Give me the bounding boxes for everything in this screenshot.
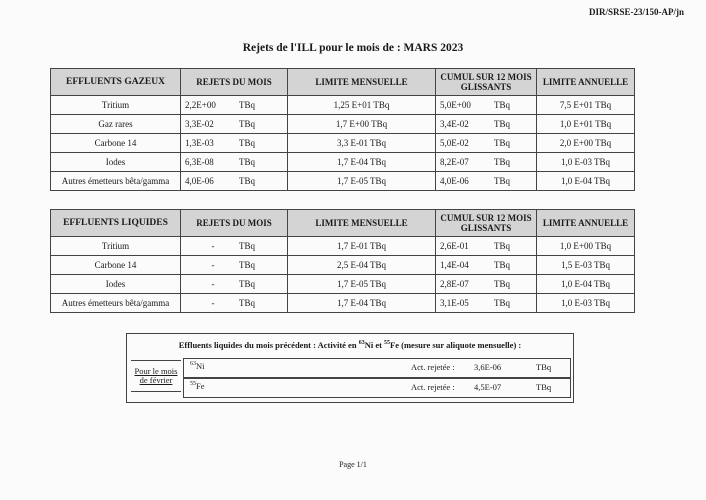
cumul-cell: 5,0E-02 TBq — [436, 134, 537, 153]
gas-header-limite-annuelle: LIMITE ANNUELLE — [537, 69, 635, 96]
rejet-cell: 1,3E-03 TBq — [181, 134, 288, 153]
rejet-cell: - TBq — [181, 237, 288, 256]
limite-annuelle-cell: 1,5 E-03 TBq — [537, 256, 635, 275]
gas-header-rejets: REJETS DU MOIS — [181, 69, 288, 96]
limite-annuelle-cell: 1,0 E-04 TBq — [537, 172, 635, 191]
effluent-name: Carbone 14 — [51, 256, 181, 275]
effluent-name: Carbone 14 — [51, 134, 181, 153]
limite-annuelle-cell: 7,5 E+01 TBq — [537, 96, 635, 115]
limite-annuelle-cell: 1,0 E-03 TBq — [537, 153, 635, 172]
rejet-cell: - TBq — [181, 256, 288, 275]
nuclide-label: $^{55}$Fe — [190, 381, 205, 391]
liquid-header-limite-annuelle: LIMITE ANNUELLE — [537, 210, 635, 237]
gas-header-limite-mensuelle: LIMITE MENSUELLE — [288, 69, 436, 96]
document-reference: DIR/SRSE-23/150-AP/jn — [588, 7, 684, 17]
limite-mensuelle-cell: 1,7 E-05 TBq — [288, 275, 436, 294]
activity-label: Act. rejetée : — [411, 382, 455, 392]
liquid-header-cumul: CUMUL SUR 12 MOIS GLISSANTS — [436, 210, 537, 237]
nuclide-label: $^{63}$Ni — [190, 361, 205, 371]
liquid-effluents-table — [50, 209, 635, 313]
table-row — [51, 256, 635, 275]
limite-annuelle-cell: 2,0 E+00 TBq — [537, 134, 635, 153]
box-heading: Effluents liquides du mois précédent : Activité en $^{63}$Ni et $^{55}$Fe (mesure sur aliquote mensuelle) : — [178, 340, 522, 350]
cumul-cell: 2,8E-07 TBq — [436, 275, 537, 294]
rejet-cell: - TBq — [181, 275, 288, 294]
activity-unit: TBq — [536, 382, 552, 392]
list-item — [183, 378, 571, 398]
table-row — [51, 294, 635, 313]
cumul-cell: 8,2E-07 TBq — [436, 153, 537, 172]
activity-value: 3,6E-06 — [474, 362, 502, 372]
effluent-name: Iodes — [51, 153, 181, 172]
effluent-name: Autres émetteurs bêta/gamma — [51, 172, 181, 191]
activity-unit: TBq — [536, 362, 552, 372]
rejet-cell: 3,3E-02 TBq — [181, 115, 288, 134]
liquid-header-effluents: EFFLUENTS LIQUIDES — [51, 210, 181, 237]
table-row — [51, 172, 635, 191]
limite-mensuelle-cell: 1,7 E+00 TBq — [288, 115, 436, 134]
liquid-table-header — [51, 210, 635, 237]
gas-header-cumul: CUMUL SUR 12 MOIS GLISSANTS — [436, 69, 537, 96]
gas-effluents-table — [50, 68, 635, 191]
cumul-cell: 3,4E-02 TBq — [436, 115, 537, 134]
table-row — [51, 96, 635, 115]
month-label: Pour le mois de février — [131, 360, 181, 392]
limite-annuelle-cell: 1,0 E+00 TBq — [537, 237, 635, 256]
table-row — [51, 134, 635, 153]
table-row — [51, 153, 635, 172]
activity-value: 4,5E-07 — [474, 382, 502, 392]
rejet-cell: 6,3E-08 TBq — [181, 153, 288, 172]
previous-month-box — [126, 333, 574, 403]
limite-mensuelle-cell: 1,25 E+01 TBq — [288, 96, 436, 115]
liquid-header-rejets: REJETS DU MOIS — [181, 210, 288, 237]
limite-mensuelle-cell: 2,5 E-04 TBq — [288, 256, 436, 275]
liquid-header-limite-mensuelle: LIMITE MENSUELLE — [288, 210, 436, 237]
table-row — [51, 237, 635, 256]
cumul-cell: 5,0E+00 TBq — [436, 96, 537, 115]
effluent-name: Gaz rares — [51, 115, 181, 134]
activity-label: Act. rejetée : — [411, 362, 455, 372]
page-number: Page 1/1 — [339, 460, 367, 469]
cumul-cell: 3,1E-05 TBq — [436, 294, 537, 313]
effluent-name: Autres émetteurs bêta/gamma — [51, 294, 181, 313]
effluent-name: Iodes — [51, 275, 181, 294]
effluent-name: Tritium — [51, 96, 181, 115]
rejet-cell: 4,0E-06 TBq — [181, 172, 288, 191]
limite-mensuelle-cell: 1,7 E-04 TBq — [288, 294, 436, 313]
table-row — [51, 115, 635, 134]
gas-header-effluents: EFFLUENTS GAZEUX — [51, 69, 181, 96]
gas-table-header — [51, 69, 635, 96]
cumul-cell: 1,4E-04 TBq — [436, 256, 537, 275]
list-item — [183, 358, 571, 378]
limite-annuelle-cell: 1,0 E-03 TBq — [537, 294, 635, 313]
limite-annuelle-cell: 1,0 E+01 TBq — [537, 115, 635, 134]
effluent-name: Tritium — [51, 237, 181, 256]
rejet-cell: 2,2E+00 TBq — [181, 96, 288, 115]
limite-mensuelle-cell: 1,7 E-01 TBq — [288, 237, 436, 256]
limite-mensuelle-cell: 1,7 E-05 TBq — [288, 172, 436, 191]
cumul-cell: 2,6E-01 TBq — [436, 237, 537, 256]
limite-mensuelle-cell: 3,3 E-01 TBq — [288, 134, 436, 153]
limite-annuelle-cell: 1,0 E-04 TBq — [537, 275, 635, 294]
page-title: Rejets de l'ILL pour le mois de : MARS 2023 — [242, 42, 464, 54]
table-row — [51, 275, 635, 294]
rejet-cell: - TBq — [181, 294, 288, 313]
cumul-cell: 4,0E-06 TBq — [436, 172, 537, 191]
limite-mensuelle-cell: 1,7 E-04 TBq — [288, 153, 436, 172]
